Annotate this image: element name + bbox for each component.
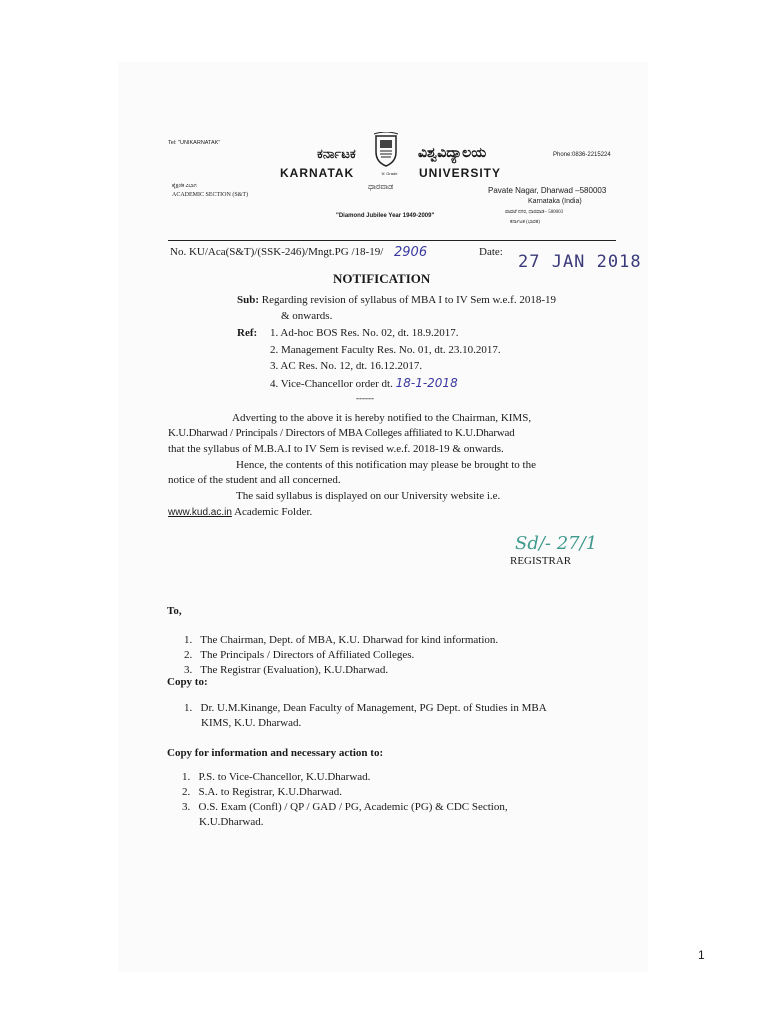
jubilee-tagline: "Diamond Jubilee Year 1949-2009" bbox=[336, 213, 435, 219]
copy-info-item: 3. O.S. Exam (Confl) / QP / GAD / PG, Academic (PG) & CDC Section, bbox=[182, 801, 508, 813]
website-link[interactable]: www.kud.ac.in bbox=[168, 507, 232, 518]
vc-order-date-handwritten: 18-1-2018 bbox=[395, 376, 458, 390]
telegram-address: Tel: "UNIKARNATAK" bbox=[168, 140, 221, 146]
copy-info-item: 2. S.A. to Registrar, K.U.Dharwad. bbox=[182, 786, 342, 798]
address-line-2: Karnataka (India) bbox=[528, 198, 582, 205]
grade-label: 'A' Grade bbox=[381, 171, 398, 176]
copy-info-label: Copy for information and necessary action to: bbox=[167, 747, 384, 759]
to-item: 1. The Chairman, Dept. of MBA, K.U. Dharwad for kind information. bbox=[184, 634, 499, 646]
university-name-right: UNIVERSITY bbox=[419, 166, 502, 180]
to-item: 3. The Registrar (Evaluation), K.U.Dharwad. bbox=[184, 664, 389, 676]
ref-item: 1. Ad-hoc BOS Res. No. 02, dt. 18.9.2017. bbox=[270, 327, 459, 339]
address-line-1: Pavate Nagar, Dharwad –580003 bbox=[488, 186, 607, 195]
copy-to-item-continued: KIMS, K.U. Dharwad. bbox=[201, 717, 302, 729]
body-paragraph-1-line-1: Adverting to the above it is hereby notified to the Chairman, KIMS, bbox=[232, 412, 532, 424]
subject-line bbox=[237, 294, 556, 306]
page-number: 1 bbox=[698, 948, 705, 962]
body-paragraph-3-line-2 bbox=[168, 506, 312, 518]
body-paragraph-3-line-1: The said syllabus is displayed on our University website i.e. bbox=[236, 490, 501, 502]
copy-to-item: 1. Dr. U.M.Kinange, Dean Faculty of Management, PG Dept. of Studies in MBA bbox=[184, 702, 547, 714]
dharwad-kannada: ಧಾರವಾಡ bbox=[368, 182, 394, 191]
ref-item: 3. AC Res. No. 12, dt. 16.12.2017. bbox=[270, 360, 423, 372]
date-label: Date: bbox=[479, 246, 503, 258]
to-item: 2. The Principals / Directors of Affiliated Colleges. bbox=[184, 649, 415, 661]
subject-label: Sub: bbox=[237, 294, 260, 306]
subject-text: Regarding revision of syllabus of MBA I to IV Sem w.e.f. 2018-19 bbox=[261, 294, 556, 306]
university-name-left: KARNATAK bbox=[280, 166, 355, 180]
ref-label: Ref: bbox=[237, 327, 258, 339]
academic-section: ACADEMIC SECTION (S&T) bbox=[172, 192, 248, 198]
body-paragraph-3-rest: Academic Folder. bbox=[231, 506, 313, 518]
ref-item: 2. Management Faculty Res. No. 01, dt. 23.10.2017. bbox=[270, 344, 501, 356]
body-paragraph-1-line-3: that the syllabus of M.B.A.I to IV Sem is revised w.e.f. 2018-19 & onwards. bbox=[168, 443, 504, 455]
kannada-name-right: ವಿಶ್ವವಿದ್ಯಾಲಯ bbox=[418, 146, 487, 161]
registrar-signature: Sd/- 27/1 bbox=[515, 533, 598, 554]
registrar-title: REGISTRAR bbox=[510, 555, 572, 567]
section-kannada: ಶೈಕ್ಷಣಿಕ ವಿಭಾಗ bbox=[172, 184, 197, 189]
reference-number: No. KU/Aca(S&T)/(SSK-246)/Mngt.PG /18-19/ bbox=[170, 246, 384, 258]
date-stamp: 27 JAN 2018 bbox=[518, 252, 642, 272]
body-paragraph-2-line-1: Hence, the contents of this notification may please be brought to the bbox=[236, 459, 536, 471]
subject-text-continued: & onwards. bbox=[281, 310, 333, 322]
body-paragraph-2-line-2: notice of the student and all concerned. bbox=[168, 474, 341, 486]
university-emblem-icon bbox=[372, 132, 400, 168]
ref-item bbox=[270, 376, 458, 390]
address-line-4: ಕರ್ನಾಟಕ (ಭಾರತ) bbox=[510, 220, 540, 225]
phone-number: Phone:0836-2215224 bbox=[553, 152, 611, 158]
separator: ------ bbox=[356, 393, 374, 403]
header-divider bbox=[168, 240, 616, 241]
copy-to-label: Copy to: bbox=[167, 676, 208, 688]
notification-title: NOTIFICATION bbox=[333, 271, 431, 286]
copy-info-item-continued: K.U.Dharwad. bbox=[199, 816, 264, 828]
body-paragraph-1-line-2: K.U.Dharwad / Principals / Directors of MBA Colleges affiliated to K.U.Dharwad bbox=[168, 427, 515, 439]
address-line-3: ಪಾವಟೆ ನಗರ, ಧಾರವಾಡ– 580003 bbox=[505, 210, 564, 215]
ref-item-text: 4. Vice-Chancellor order dt. bbox=[270, 378, 393, 390]
kannada-name-left: ಕರ್ನಾಟಕ bbox=[317, 146, 356, 161]
copy-info-item: 1. P.S. to Vice-Chancellor, K.U.Dharwad. bbox=[182, 771, 371, 783]
to-label: To, bbox=[167, 605, 182, 617]
reference-number-handwritten: 2906 bbox=[394, 245, 428, 260]
